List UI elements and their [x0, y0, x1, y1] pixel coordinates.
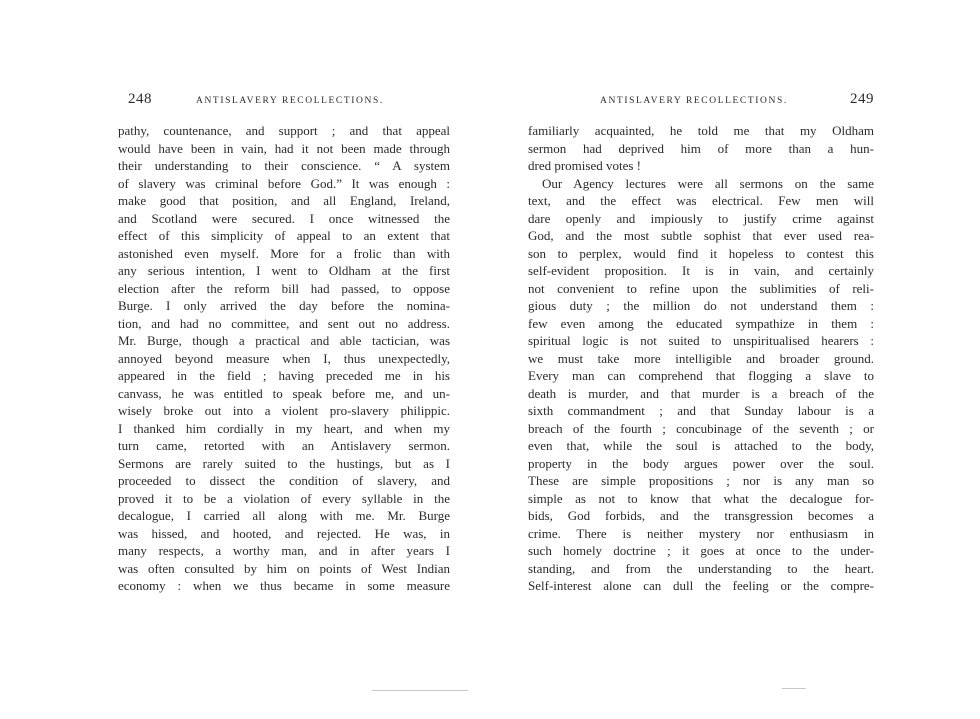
text-line: Self-interest alone can dull the feeling or the compre-	[528, 578, 874, 593]
text-line: such homely doctrine ; it goes at once to the under-	[528, 543, 874, 558]
right-page	[528, 88, 874, 595]
text-line: tion, and had no committee, and sent out no address.	[118, 315, 450, 331]
text-line: text, and the effect was electrical. Few men will	[528, 193, 874, 208]
right-page-number: 249	[850, 91, 874, 107]
left-page	[118, 88, 450, 595]
text-line: standing, and from the understanding to the heart.	[528, 560, 874, 576]
right-page-header	[528, 88, 874, 110]
text-line: make good that position, and all England, Ireland,	[118, 193, 450, 208]
text-line: dare openly and impiously to justify crime against	[528, 210, 874, 226]
left-page-header	[118, 88, 450, 110]
text-line: any serious intention, I went to Oldham at the first	[118, 263, 450, 278]
text-line: and Scotland were secured. I once witnessed the	[118, 210, 450, 226]
text-line: Burge. I only arrived the day before the nomina-	[118, 298, 450, 313]
scan-smudge	[372, 690, 468, 691]
text-line: turn came, retorted with an Antislavery sermon.	[118, 438, 450, 453]
text-line: Mr. Burge, though a practical and able tactician, was	[118, 333, 450, 348]
text-line: pathy, countenance, and support ; and that appeal	[118, 123, 450, 138]
text-line: wisely broke out into a violent pro-slavery philippic.	[118, 403, 450, 418]
text-line: astonished even myself. More for a frolic than with	[118, 245, 450, 261]
text-line: economy : when we thus became in some measure	[118, 578, 450, 593]
text-line: death is murder, and that murder is a breach of the	[528, 385, 874, 401]
text-line: I thanked him cordially in my heart, and when my	[118, 420, 450, 436]
text-line: would have been in vain, had it not been made through	[118, 140, 450, 156]
right-page-body	[528, 122, 874, 595]
text-line: their understanding to their conscience. “ A system	[118, 158, 450, 173]
text-line: few even among the educated sympathize in them :	[528, 315, 874, 331]
text-line: property in the body argues power over the soul.	[528, 455, 874, 471]
left-page-number: 248	[128, 91, 152, 107]
text-line: bids, God forbids, and the transgression becomes a	[528, 508, 874, 523]
text-line: of slavery was criminal before God.” It was enough :	[118, 175, 450, 191]
text-line: These are simple propositions ; nor is any man so	[528, 473, 874, 488]
text-line: even that, while the soul is attached to the body,	[528, 438, 874, 453]
text-line: God, and the most subtle sophist that ever used rea-	[528, 228, 874, 243]
text-line: proceeded to dissect the condition of slavery, and	[118, 473, 450, 488]
text-line: canvass, he was entitled to speak before me, and un-	[118, 385, 450, 401]
text-line: election after the reform bill had passed, to oppose	[118, 280, 450, 296]
text-line: Our Agency lectures were all sermons on the same	[542, 175, 874, 191]
text-line: was often consulted by him on points of West Indian	[118, 560, 450, 576]
text-line: familiarly acquainted, he told me that my Oldham	[528, 123, 874, 138]
text-line: appeared in the field ; having preceded me in his	[118, 368, 450, 383]
text-line: son to perplex, would find it hopeless to contest this	[528, 245, 874, 261]
text-line: sermon had deprived him of more than a hun-	[528, 140, 874, 156]
text-line: decalogue, I carried all along with me. Mr. Burge	[118, 508, 450, 523]
right-running-head: ANTISLAVERY RECOLLECTIONS.	[600, 96, 788, 106]
text-line: gious duty ; the million do not understand them :	[528, 298, 874, 313]
text-line: annoyed beyond measure when I, thus unexpectedly,	[118, 350, 450, 366]
text-line: breach of the fourth ; concubinage of the seventh ; or	[528, 420, 874, 436]
text-line: spiritual logic is not suited to unspiritualised hearers :	[528, 333, 874, 348]
text-line: Sermons are rarely suited to the hustings, but as I	[118, 455, 450, 471]
text-line: simple as not to know that what the decalogue for-	[528, 490, 874, 506]
text-line: was hissed, and hooted, and rejected. He was, in	[118, 525, 450, 541]
text-line: dred promised votes !	[528, 158, 642, 173]
text-line: not convenient to refine upon the sublimities of reli-	[528, 280, 874, 296]
scan-smudge	[782, 688, 806, 689]
text-line: many respects, a worthy man, and in after years I	[118, 543, 450, 558]
text-line: crime. There is neither mystery nor enthusiasm in	[528, 525, 874, 541]
text-line: Every man can comprehend that flogging a slave to	[528, 368, 874, 383]
text-line: effect of this simplicity of appeal to an extent that	[118, 228, 450, 243]
text-line: self-evident proposition. It is in vain, and certainly	[528, 263, 874, 278]
text-line: proved it to be a violation of every syllable in the	[118, 490, 450, 506]
text-line: we must take more intelligible and broader ground.	[528, 350, 874, 366]
text-line: sixth commandment ; and that Sunday labour is a	[528, 403, 874, 418]
left-running-head: ANTISLAVERY RECOLLECTIONS.	[196, 96, 384, 106]
left-page-body	[118, 122, 450, 595]
